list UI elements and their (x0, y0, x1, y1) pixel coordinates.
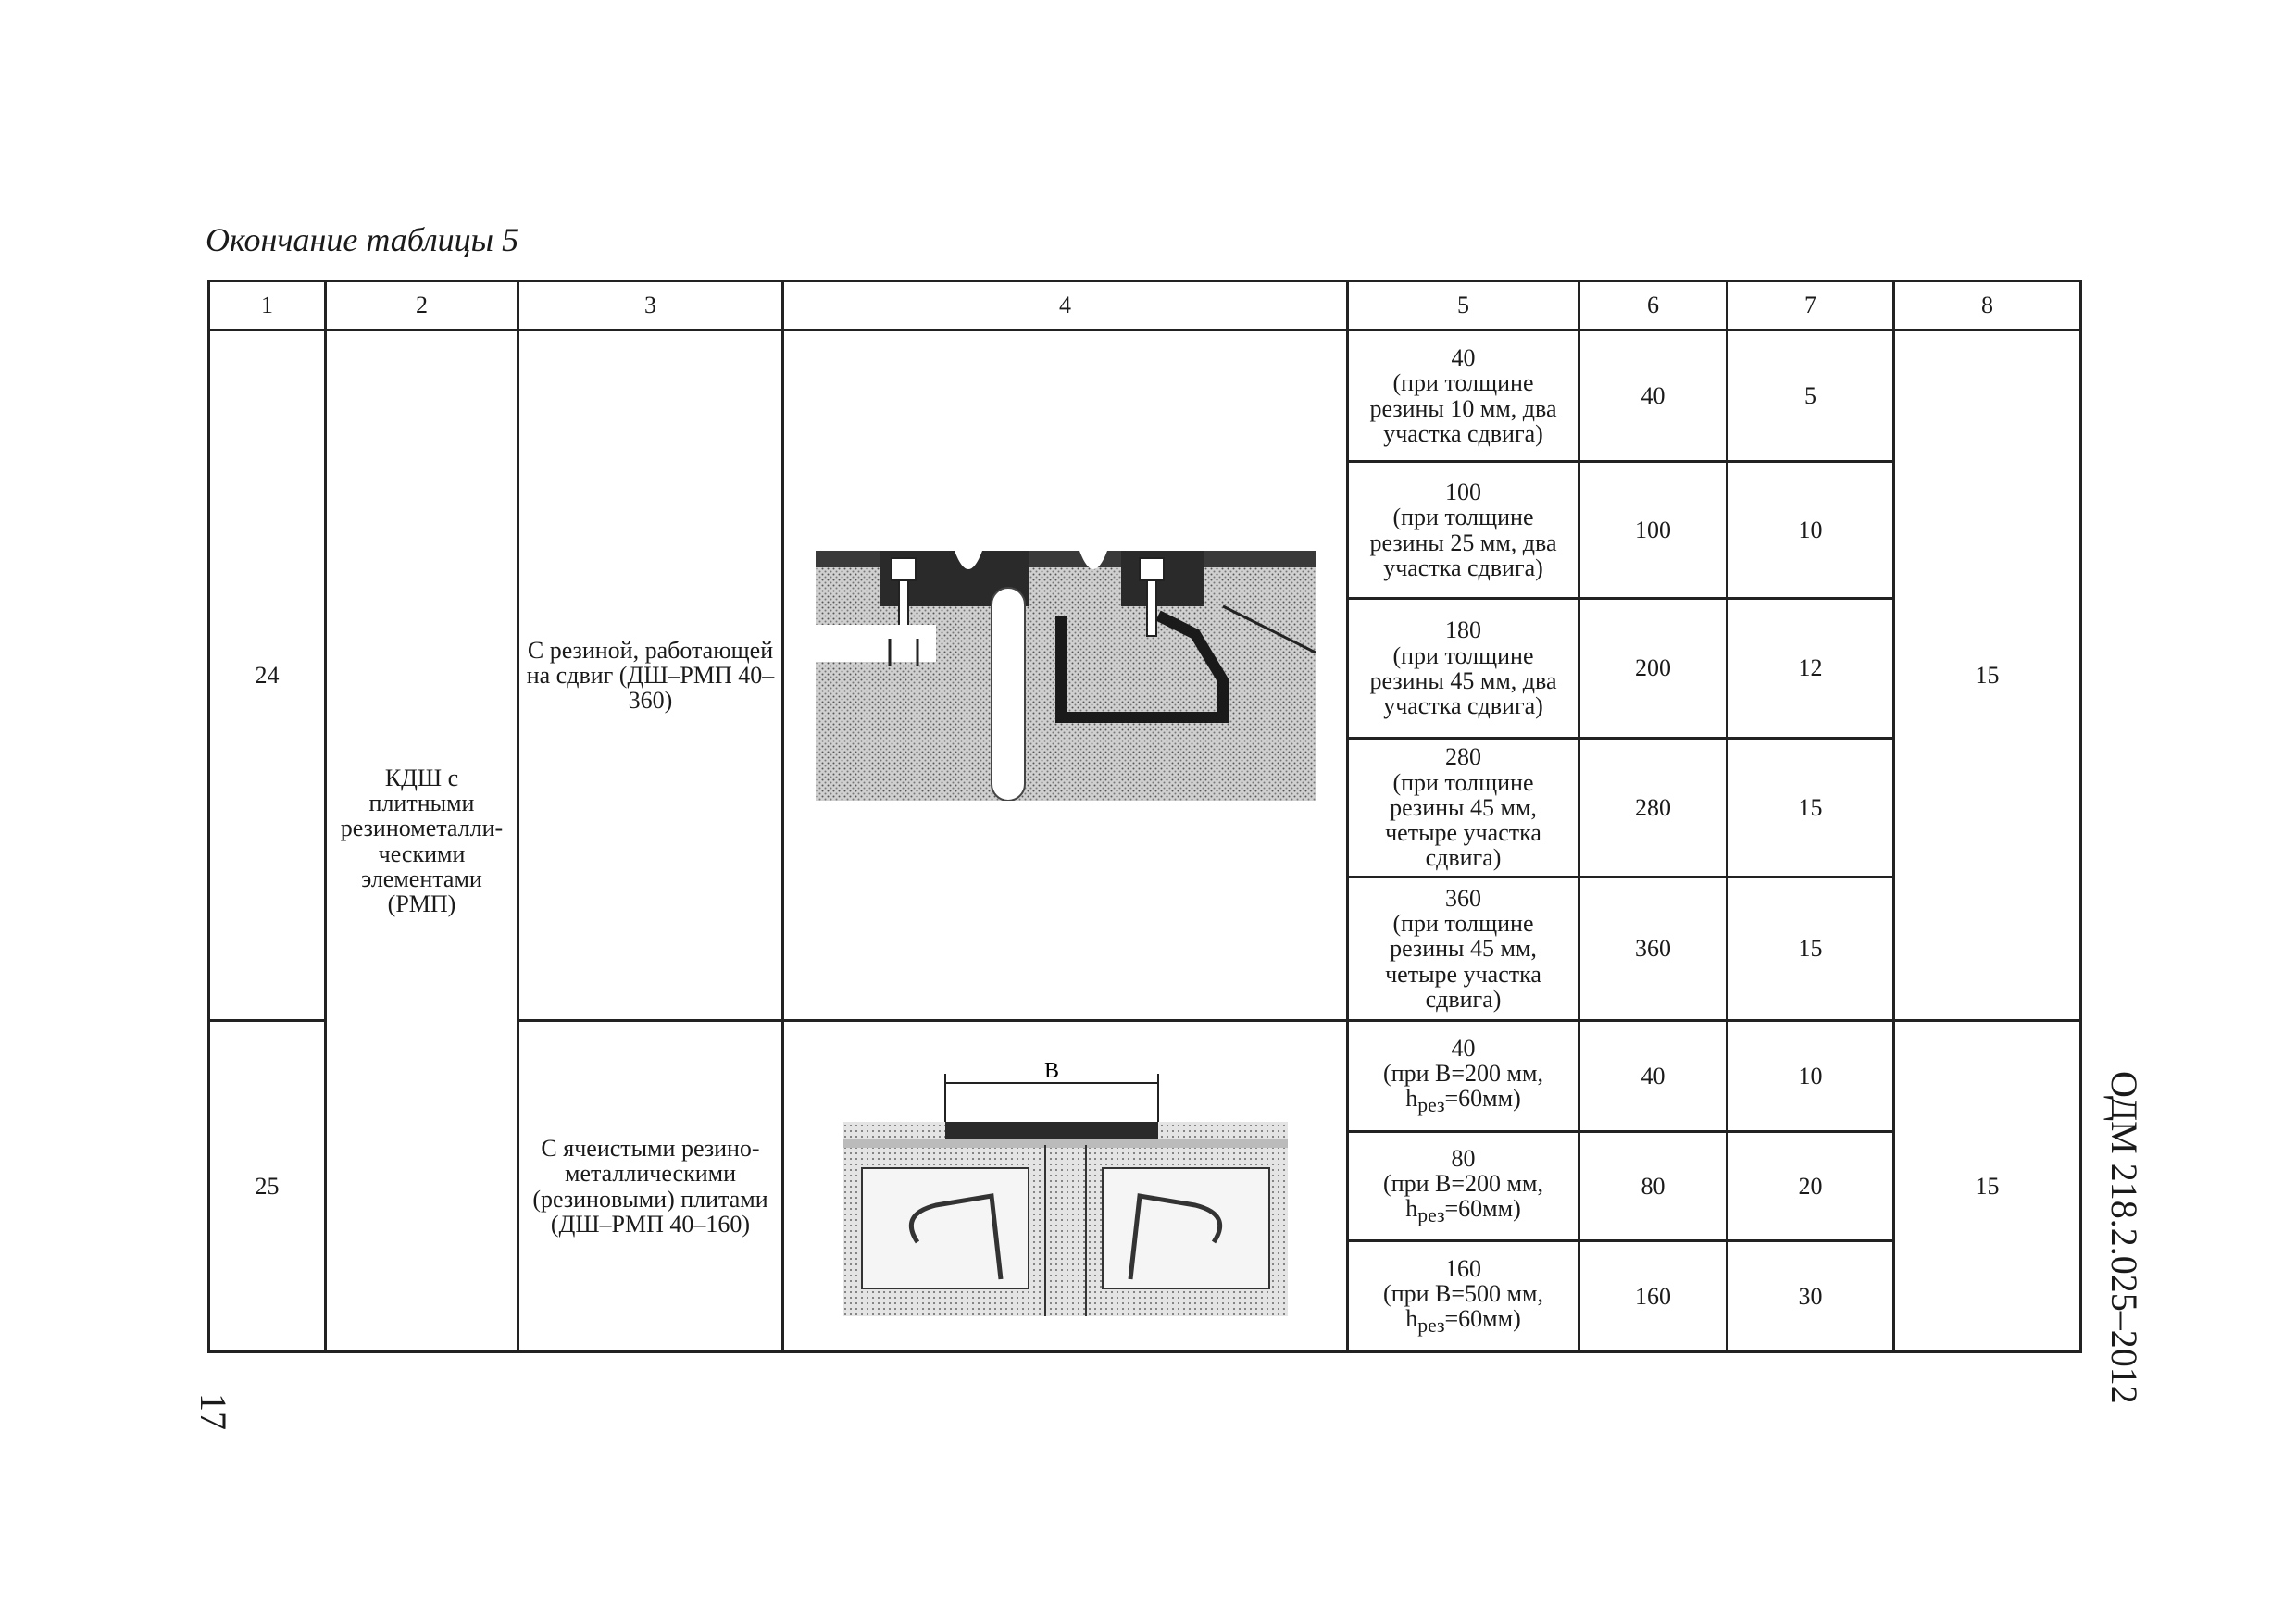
row24-col6: 200 (1579, 599, 1728, 739)
header-cell: 3 (518, 281, 783, 330)
row24-col7: 5 (1728, 330, 1894, 462)
header-cell: 8 (1894, 281, 2081, 330)
cell-plate-drawing-icon (843, 1057, 1288, 1316)
note-tail: =60мм) (1444, 1085, 1521, 1113)
header-cell: 4 (783, 281, 1348, 330)
row25-col8: 15 (1894, 1021, 2081, 1352)
note (1354, 1061, 1572, 1116)
value: 100 (1445, 478, 1481, 505)
row25-col6: 160 (1579, 1241, 1728, 1352)
row24-col7: 15 (1728, 877, 1894, 1021)
note (1354, 1171, 1572, 1226)
header-cell: 2 (326, 281, 518, 330)
value: 180 (1445, 616, 1481, 644)
row25-type: С ячеистыми резино-металлическими (резиновыми) плитами (ДШ–РМП 40–160) (518, 1021, 783, 1352)
value: 40 (1451, 343, 1476, 371)
row25-drawing (783, 1021, 1348, 1352)
row24-col7: 12 (1728, 599, 1894, 739)
row25-col5 (1348, 1241, 1579, 1352)
row25-col7: 20 (1728, 1132, 1894, 1241)
table-caption: Окончание таблицы 5 (206, 221, 519, 258)
row24-col6: 40 (1579, 330, 1728, 462)
note: (при толщине резины 25 мм, два участка сдвига) (1369, 504, 1557, 581)
row24-col6: 100 (1579, 462, 1728, 599)
row24-col5 (1348, 462, 1579, 599)
note: (при толщине резины 45 мм, четыре участка сдвига) (1385, 768, 1541, 872)
row24-number: 24 (209, 330, 326, 1021)
header-cell: 1 (209, 281, 326, 330)
row24-col6: 280 (1579, 739, 1728, 877)
value: 360 (1445, 884, 1481, 912)
value: 280 (1445, 743, 1481, 771)
h-subscript: рез (1417, 1094, 1445, 1117)
header-cell: 7 (1728, 281, 1894, 330)
row24-col6: 360 (1579, 877, 1728, 1021)
row24-col5 (1348, 330, 1579, 462)
row25-number: 25 (209, 1021, 326, 1352)
header-row (209, 281, 2081, 330)
h-subscript: рез (1417, 1204, 1445, 1227)
note: (при толщине резины 45 мм, четыре участка сдвига) (1385, 910, 1541, 1013)
data-table (207, 280, 2082, 1353)
row25-col5 (1348, 1021, 1579, 1132)
row25-col7: 10 (1728, 1021, 1894, 1132)
row24-col7: 15 (1728, 739, 1894, 877)
group-name: КДШ с плитными резинометалли-ческими элементами (РМП) (326, 330, 518, 1352)
note: (при толщине резины 45 мм, два участка сдвига) (1369, 641, 1557, 720)
note-text: (при В=500 мм, (1383, 1280, 1543, 1308)
row25-col6: 80 (1579, 1132, 1728, 1241)
h-symbol: h (1405, 1305, 1418, 1333)
header-cell: 6 (1579, 281, 1728, 330)
value: 40 (1451, 1034, 1476, 1062)
note-tail: =60мм) (1444, 1195, 1521, 1223)
note-tail: =60мм) (1444, 1305, 1521, 1333)
value: 80 (1451, 1144, 1476, 1172)
note-text: (при В=200 мм, (1383, 1060, 1543, 1088)
row24-col5 (1348, 739, 1579, 877)
row24-type: С резиной, работающей на сдвиг (ДШ–РМП 40–360) (518, 330, 783, 1021)
row25-col7: 30 (1728, 1241, 1894, 1352)
row24-col5 (1348, 877, 1579, 1021)
page-number: 17 (193, 1393, 234, 1430)
note (1354, 1281, 1572, 1337)
row24-col8: 15 (1894, 330, 2081, 1021)
row25-col6: 40 (1579, 1021, 1728, 1132)
note: (при толщине резины 10 мм, два участка сдвига) (1369, 369, 1557, 447)
h-symbol: h (1405, 1085, 1418, 1113)
drawing-label: В (1043, 1058, 1059, 1083)
table-row (209, 330, 2081, 462)
joint-drawing-icon (816, 551, 1316, 801)
value: 160 (1445, 1254, 1481, 1282)
h-subscript: рез (1417, 1314, 1445, 1338)
document-code-text: ОДМ 218.2.025–2012 (2103, 1071, 2145, 1404)
row24-drawing (783, 330, 1348, 1021)
h-symbol: h (1405, 1195, 1418, 1223)
row24-col5 (1348, 599, 1579, 739)
header-cell: 5 (1348, 281, 1579, 330)
document-code (2081, 1071, 2146, 1404)
row24-col7: 10 (1728, 462, 1894, 599)
note-text: (при В=200 мм, (1383, 1170, 1543, 1198)
row25-col5 (1348, 1132, 1579, 1241)
